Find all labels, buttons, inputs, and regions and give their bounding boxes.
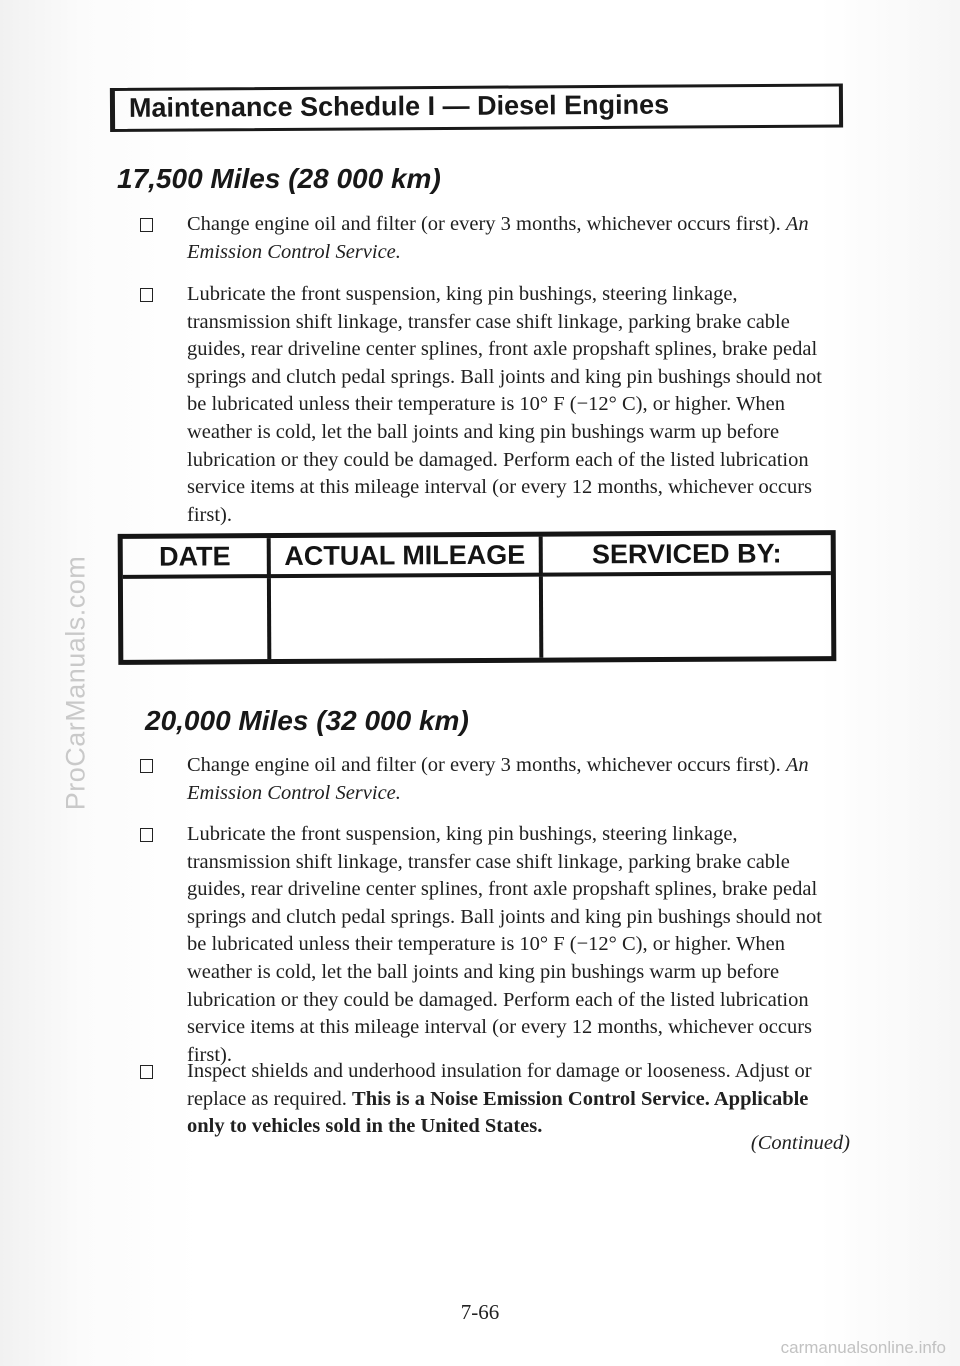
item-text: Lubricate the front suspension, king pin bushings, steering linkage, transmission shift linkage, transfer case shift linkage, parking brake cable guides, rear driveline center splines, front axle propshaft splines, brake pedal springs and clutch pedal springs. Ball joints and king pin bushings should not be lubricated unless their temperature is 10° F (−12° C), or higher. When weather is cold, let the ball joints and king pin bushings warm up before lubrication or they could be damaged. Perform each of the listed lubrication service items at this mileage interval (or every 12 months, whichever occurs first).: [187, 823, 822, 1066]
checklist-item: [140, 281, 830, 529]
checklist-item: [140, 752, 830, 807]
section-header-box: [110, 84, 843, 132]
emission-control-note: An Emission Control Service.: [187, 213, 809, 263]
checkbox-icon[interactable]: [140, 218, 153, 232]
checkbox-icon[interactable]: [140, 759, 153, 773]
page-number: 7-66: [460, 1300, 500, 1324]
page-title: Maintenance Schedule I — Diesel Engines: [128, 89, 670, 123]
section-heading-20000: 20,000 Miles (32 000 km): [145, 705, 469, 736]
service-record-table: [118, 530, 837, 665]
section-heading-17500: 17,500 Miles (28 000 km): [117, 163, 441, 194]
checklist-item: [140, 211, 830, 266]
side-watermark: ProCarManuals.com: [60, 555, 91, 811]
column-header-actual-mileage: ACTUAL MILEAGE: [271, 537, 543, 578]
item-text: Change engine oil and filter (or every 3 months, whichever occurs first).: [187, 213, 781, 235]
checkbox-icon[interactable]: [140, 1065, 153, 1079]
emission-control-note: An Emission Control Service.: [187, 754, 809, 804]
checkbox-icon[interactable]: [140, 288, 153, 302]
checklist-item: [140, 821, 830, 1069]
continued-label: (Continued): [750, 1132, 850, 1154]
checklist-item: [140, 1058, 830, 1141]
item-text: Change engine oil and filter (or every 3 months, whichever occurs first).: [187, 754, 781, 776]
column-header-serviced-by: SERVICED BY:: [543, 535, 831, 577]
checkbox-icon[interactable]: [140, 828, 153, 842]
bottom-watermark: carmanualsonline.info: [780, 1338, 946, 1357]
column-header-date: DATE: [123, 538, 271, 579]
date-entry-cell[interactable]: [123, 578, 271, 660]
noise-emission-note: This is a Noise Emission Control Service. Applicable only to vehicles sold in the United States.: [187, 1087, 809, 1138]
item-text: Lubricate the front suspension, king pin bushings, steering linkage, transmission shift linkage, transfer case shift linkage, parking brake cable guides, rear driveline center splines, front axle propshaft splines, brake pedal springs and clutch pedal springs. Ball joints and king pin bushings should not be lubricated unless their temperature is 10° F (−12° C), or higher. When weather is cold, let the ball joints and king pin bushings warm up before lubrication or they could be damaged. Perform each of the listed lubrication service items at this mileage interval (or every 12 months, whichever occurs first).: [187, 283, 822, 526]
serviced-by-entry-cell[interactable]: [543, 575, 831, 658]
item-text: Inspect shields and underhood insulation for damage or looseness. Adjust or replace as required.: [187, 1060, 812, 1110]
mileage-entry-cell[interactable]: [271, 577, 543, 659]
